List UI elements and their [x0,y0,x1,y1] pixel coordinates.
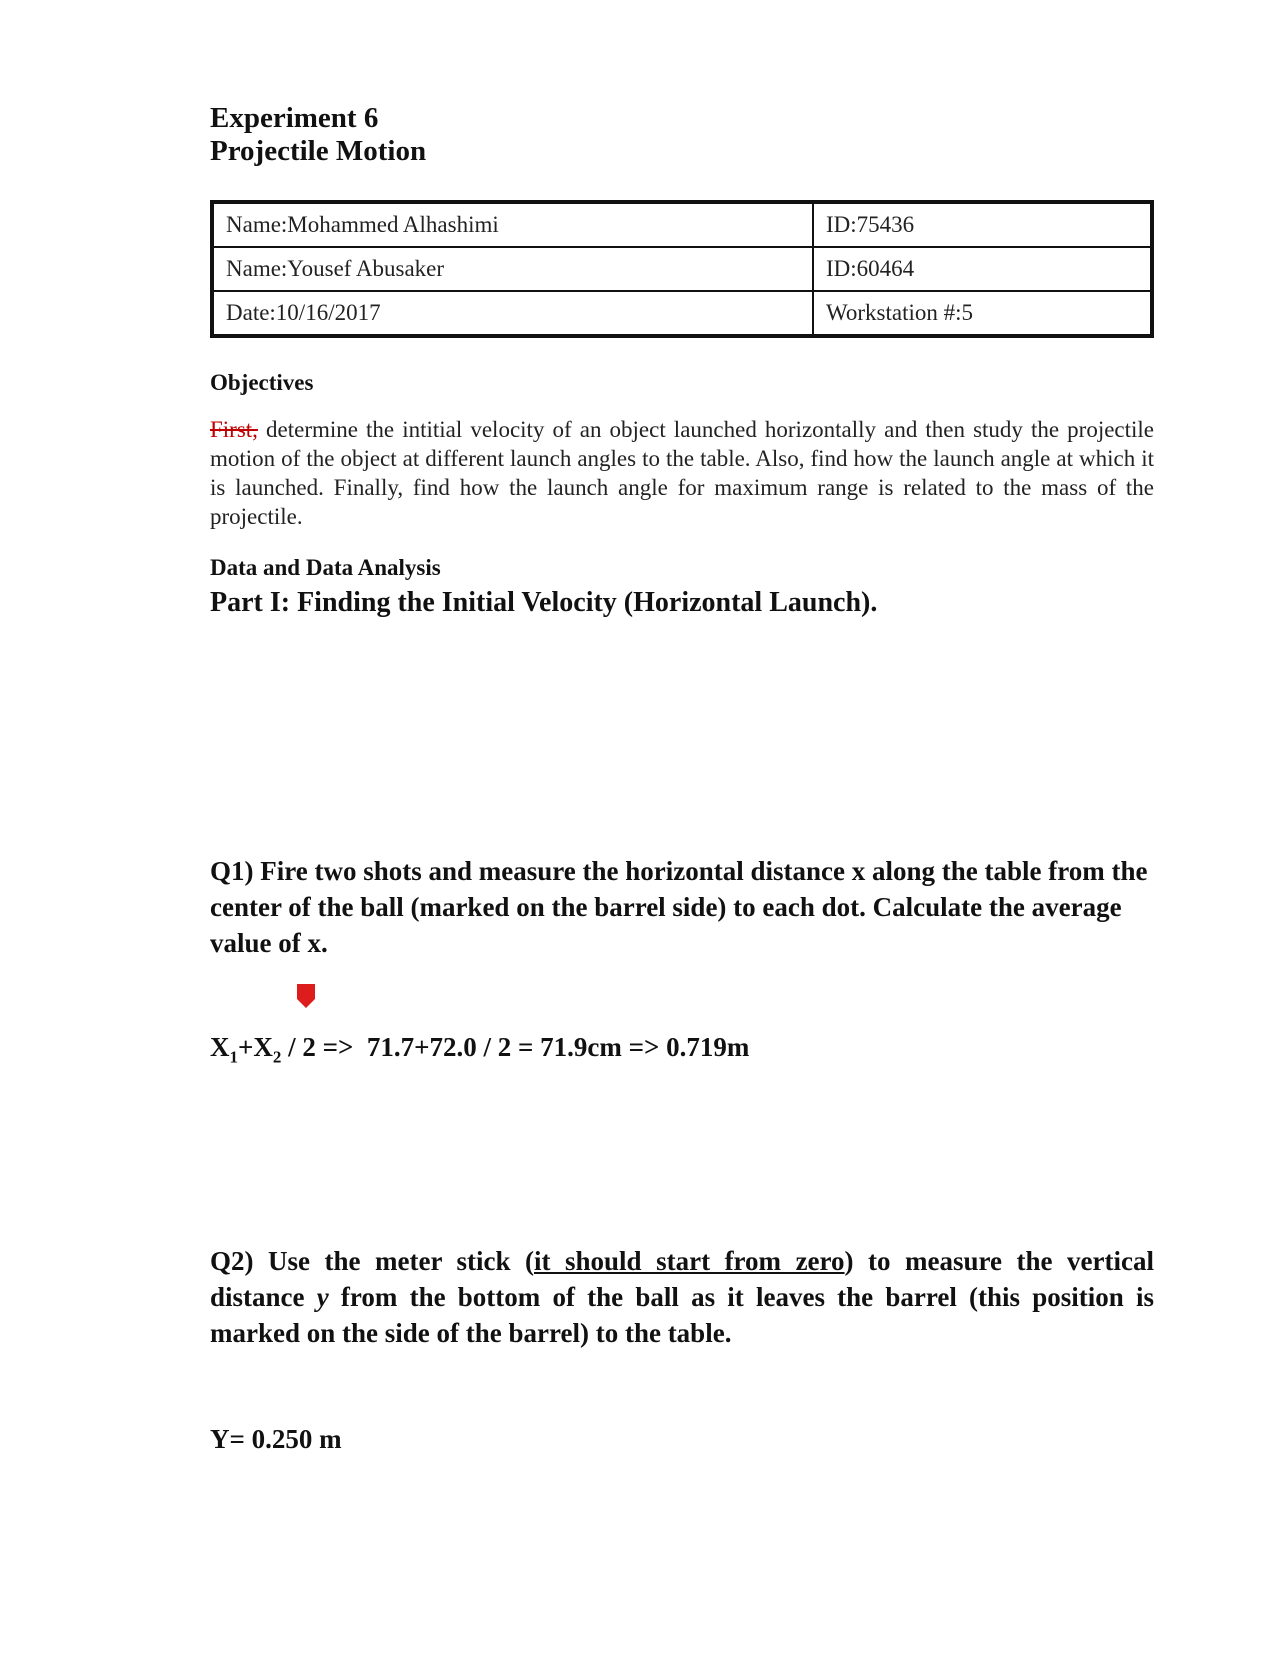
experiment-title: Projectile Motion [210,135,427,167]
x1-subscript: 1 [229,1047,238,1067]
objectives-body: determine the intitial velocity of an object launched horizontally and then study the projectile motion of the object at different launch angles to the table. Also, find how the launch angle at which it is launched. Finally, find how the launch angle for maximum range is related to the mass of the projectile. [210,417,1154,529]
id-cell: ID:75436 [813,202,1152,247]
objectives-heading: Objectives [210,370,314,395]
x1-symbol: X [210,1032,230,1062]
x2-symbol: +X [238,1032,273,1062]
part-heading: Part I: Finding the Initial Velocity (Horizontal Launch). [210,587,878,618]
workstation-cell: Workstation #:5 [813,291,1152,336]
document-title [210,102,426,168]
table-row [212,202,1152,247]
q2-suffix: from the bottom of the ball as it leaves the barrel (this position is marked on the side of the barrel) to the table. [210,1282,1154,1348]
name-cell: Name:Mohammed Alhashimi [212,202,813,247]
name-cell: Name:Yousef Abusaker [212,247,813,291]
q2-prefix: Q2) Use the meter stick ( [210,1246,534,1276]
q2-answer: Y= 0.250 m [210,1424,342,1454]
id-cell: ID:60464 [813,247,1152,291]
objectives-paragraph [210,415,1154,531]
date-cell: Date:10/16/2017 [212,291,813,336]
q2-question [210,1243,1154,1351]
q1-answer [210,1032,749,1067]
comment-marker-icon[interactable] [297,984,315,1008]
q1-question: Q1) Fire two shots and measure the horizontal distance x along the table from the center of the ball (marked on the barrel side) to each dot. Calculate the average value of x. [210,856,1148,958]
experiment-number: Experiment 6 [210,102,379,134]
q1-answer-value: / 2 => 71.7+72.0 / 2 = 71.9cm => 0.719m [281,1032,750,1062]
q2-variable: y [316,1282,329,1312]
q2-middle: ) to measure the vertical distance [210,1246,1154,1312]
table-row [212,247,1152,291]
q2-underlined: it should start from zero [534,1246,845,1276]
comment-marker-shape [297,984,315,1008]
info-table [210,200,1154,338]
x2-subscript: 2 [272,1047,282,1067]
data-analysis-heading: Data and Data Analysis [210,555,441,580]
struck-word: First, [210,417,258,442]
table-row [212,291,1152,336]
